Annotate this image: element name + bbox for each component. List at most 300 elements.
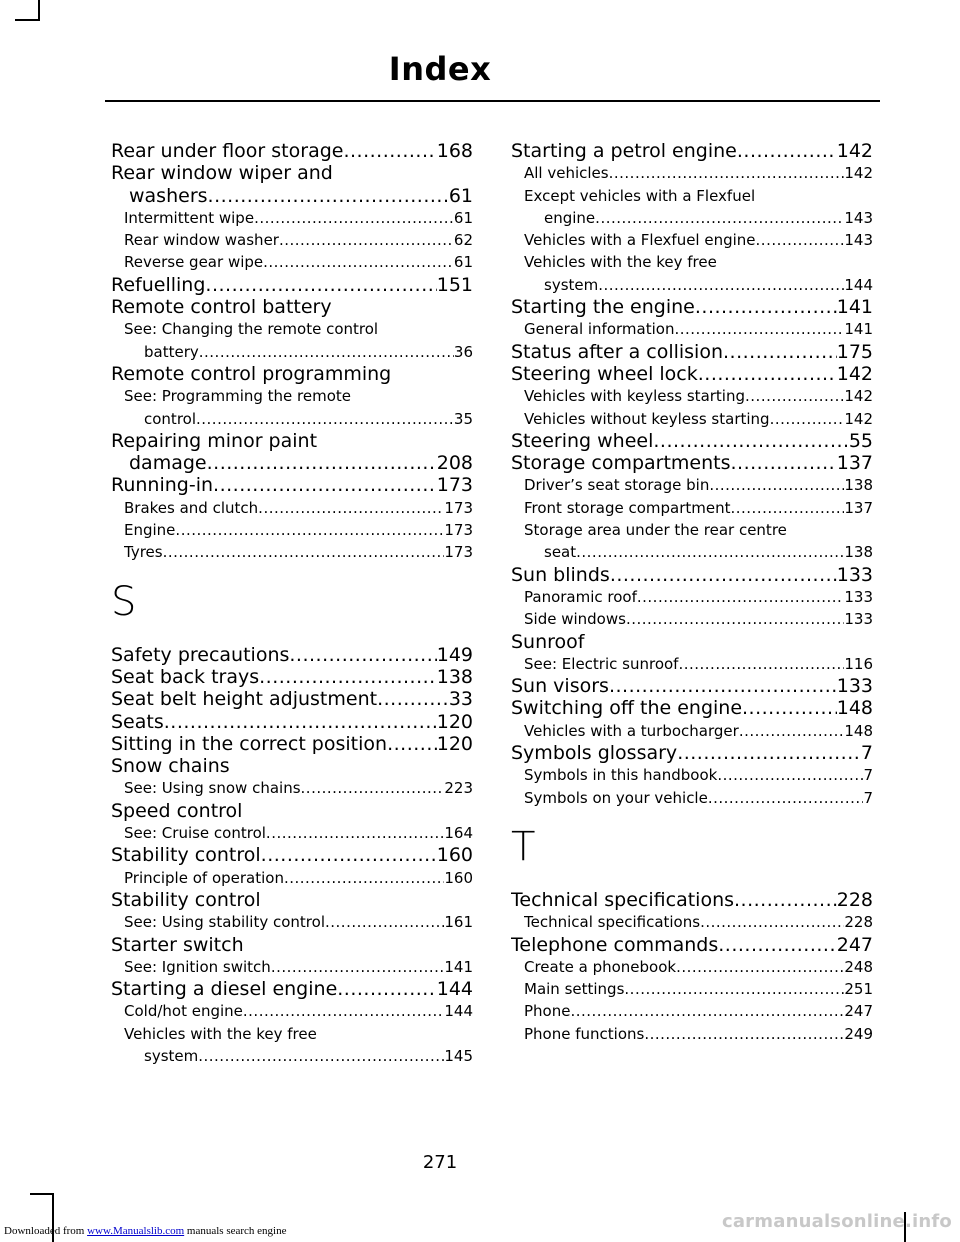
page-reference[interactable]: 168	[436, 140, 473, 162]
entry-label: Stability control	[111, 888, 261, 911]
dot-leader	[266, 822, 444, 844]
index-entry-line	[524, 1023, 873, 1045]
entry-label: Front storage compartment	[524, 498, 731, 517]
index-entry-line	[124, 956, 473, 978]
entry-label: See: Using snow chains	[124, 779, 301, 798]
index-entry-line	[111, 452, 473, 474]
entry-label: Refuelling	[111, 273, 206, 296]
footer-prefix: Downloaded from	[4, 1225, 88, 1237]
dot-leader	[717, 764, 863, 786]
dot-leader	[570, 1000, 844, 1022]
index-entry[interactable]	[511, 363, 873, 385]
page-reference[interactable]: 175	[836, 340, 873, 363]
page-reference[interactable]: 144	[444, 1002, 473, 1021]
entry-label: Symbols glossary	[511, 742, 678, 765]
index-section-letter: T	[511, 823, 536, 870]
manualslib-link[interactable]: www.Manualslib.com	[87, 1225, 185, 1237]
entry-label: Status after a collision	[511, 340, 724, 363]
page-reference[interactable]: 149	[436, 643, 473, 666]
index-subentry[interactable]	[111, 385, 473, 430]
index-subentry[interactable]	[511, 229, 873, 251]
index-subentry[interactable]	[511, 318, 873, 340]
index-subentry[interactable]	[511, 764, 873, 786]
dot-leader	[700, 911, 844, 933]
index-entry[interactable]	[511, 452, 873, 474]
index-entry-line	[111, 666, 473, 688]
index-entry[interactable]	[511, 341, 873, 363]
index-subentry[interactable]	[511, 162, 873, 184]
index-entry[interactable]	[111, 363, 473, 385]
dot-leader	[595, 207, 844, 229]
page-reference[interactable]: 133	[844, 610, 873, 629]
page-reference[interactable]: 61	[453, 253, 473, 272]
page-reference[interactable]: 138	[844, 543, 873, 562]
page-reference[interactable]: 248	[844, 957, 873, 976]
page-reference[interactable]: 228	[844, 913, 873, 932]
entry-label: Except vehicles with a Flexfuel	[524, 186, 756, 205]
page-reference[interactable]: 164	[444, 824, 473, 843]
dot-leader	[164, 711, 437, 733]
index-subentry[interactable]	[511, 978, 873, 1000]
dot-leader	[698, 363, 837, 385]
page-reference[interactable]: 61	[448, 184, 473, 207]
index-entry[interactable]	[111, 430, 473, 475]
index-entry-line	[111, 644, 473, 666]
dot-leader	[343, 140, 436, 162]
dot-leader	[676, 956, 844, 978]
page-reference[interactable]: 144	[844, 275, 873, 294]
index-entry-line	[111, 274, 473, 296]
entry-label: Vehicles with a turbocharger	[524, 721, 739, 740]
index-subentry[interactable]	[511, 1023, 873, 1045]
entry-label: Symbols in this handbook	[524, 766, 718, 785]
index-entry-line	[524, 911, 873, 933]
index-entry-line	[524, 956, 873, 978]
index-entry[interactable]	[511, 564, 873, 586]
dot-leader	[163, 541, 445, 563]
entry-label: Seat belt height adjustment	[111, 688, 378, 711]
index-entry-line	[511, 889, 873, 911]
page-number: 271	[422, 1152, 458, 1173]
index-subentry[interactable]	[111, 1023, 473, 1068]
page-reference[interactable]: 62	[453, 231, 473, 250]
index-subentry[interactable]	[111, 1000, 473, 1022]
index-entry[interactable]	[111, 978, 473, 1000]
index-subentry[interactable]	[111, 251, 473, 273]
dot-leader	[261, 844, 437, 866]
index-entry-line	[511, 564, 873, 586]
page-reference[interactable]: 251	[844, 980, 873, 999]
index-entry-line	[111, 688, 473, 710]
entry-label: system	[544, 275, 599, 294]
dot-leader	[734, 889, 837, 911]
entry-label: Reverse gear wipe	[124, 253, 264, 272]
download-footer	[4, 1225, 286, 1237]
dot-leader	[644, 1023, 844, 1045]
index-subentry[interactable]	[511, 497, 873, 519]
dot-leader	[677, 742, 861, 764]
footer-suffix: manuals search engine	[184, 1225, 287, 1237]
index-entry-line	[111, 733, 473, 755]
index-entry[interactable]	[511, 675, 873, 697]
dot-leader	[723, 341, 837, 363]
index-entry-line	[111, 140, 473, 162]
index-entry-line	[124, 341, 473, 363]
index-entry-line	[124, 229, 473, 251]
index-entry-line	[524, 229, 873, 251]
entry-label: Cold/hot engine	[124, 1002, 243, 1021]
index-subentry[interactable]	[511, 720, 873, 742]
page-reference[interactable]: 7	[863, 766, 873, 785]
index-entry-line	[511, 140, 873, 162]
dot-leader	[695, 296, 837, 318]
page-reference[interactable]: 160	[444, 868, 473, 887]
entry-label: Safety precautions	[111, 643, 290, 666]
entry-label: Steering wheel lock	[511, 362, 698, 385]
entry-label: Vehicles without keyless starting	[524, 409, 770, 428]
entry-label: Vehicles with a Flexfuel engine	[524, 231, 756, 250]
page-reference[interactable]: 36	[453, 342, 473, 361]
dot-leader	[337, 978, 436, 1000]
entry-label: Brakes and clutch	[124, 498, 259, 517]
entry-label: Running-in	[111, 474, 214, 497]
page-reference[interactable]: 116	[844, 654, 873, 673]
entry-label: Create a phonebook	[524, 957, 677, 976]
dot-leader	[576, 541, 844, 563]
index-subentry[interactable]	[511, 185, 873, 230]
index-entry-line	[124, 207, 473, 229]
index-entry-line	[511, 675, 873, 697]
entry-label: Telephone commands	[511, 933, 719, 956]
dot-leader	[739, 720, 845, 742]
index-entry-line	[124, 777, 473, 799]
page-reference[interactable]: 133	[844, 587, 873, 606]
index-entry[interactable]	[511, 934, 873, 956]
entry-label: Vehicles with keyless starting	[524, 387, 746, 406]
page-reference[interactable]: 120	[436, 732, 473, 755]
dot-leader	[653, 430, 848, 452]
index-entry[interactable]	[111, 296, 473, 318]
entry-label: Repairing minor paint	[111, 429, 318, 452]
index-entry[interactable]	[111, 274, 473, 296]
entry-label: Speed control	[111, 799, 243, 822]
dot-leader	[243, 1000, 444, 1022]
entry-label: Stability control	[111, 844, 261, 867]
entry-label: Sun visors	[511, 675, 609, 698]
entry-label: seat	[544, 543, 577, 562]
index-subentry[interactable]	[111, 911, 473, 933]
dot-leader	[258, 497, 444, 519]
entry-label: Rear under floor storage	[111, 140, 344, 162]
index-subentry[interactable]	[111, 207, 473, 229]
index-subentry[interactable]	[511, 608, 873, 630]
index-subentry[interactable]	[111, 318, 473, 363]
dot-leader	[609, 675, 837, 697]
page-reference[interactable]: 148	[844, 721, 873, 740]
dot-leader	[279, 229, 454, 251]
index-entry[interactable]	[111, 140, 473, 162]
entry-label: Seats	[111, 710, 164, 733]
dot-leader	[377, 688, 449, 710]
entry-label: General information	[524, 320, 675, 339]
index-column-left	[111, 140, 473, 1067]
entry-label: battery	[144, 342, 199, 361]
page-reference[interactable]: 143	[844, 231, 873, 250]
index-entry-line	[511, 430, 873, 452]
entry-label: All vehicles	[524, 164, 609, 183]
entry-label: Remote control battery	[111, 296, 332, 319]
index-entry-line	[111, 474, 473, 496]
entry-label: Starting a petrol engine	[511, 140, 737, 162]
dot-leader	[263, 251, 454, 273]
page-reference[interactable]: 208	[436, 452, 473, 475]
dot-leader	[626, 608, 844, 630]
dot-leader	[284, 867, 444, 889]
page-reference[interactable]: 145	[444, 1046, 473, 1065]
index-entry-line	[524, 978, 873, 1000]
entry-label: Driver’s seat storage bin	[524, 476, 710, 495]
entry-label: Storage compartments	[511, 452, 731, 475]
page-reference[interactable]: 173	[444, 498, 473, 517]
dot-leader	[674, 318, 844, 340]
entry-label: See: Electric sunroof	[524, 654, 679, 673]
entry-label: Starter switch	[111, 933, 244, 956]
page-reference[interactable]: 247	[836, 933, 873, 956]
index-subentry[interactable]	[111, 777, 473, 799]
index-subentry[interactable]	[511, 474, 873, 496]
index-subentry[interactable]	[111, 822, 473, 844]
entry-label: See: Changing the remote control	[124, 320, 379, 339]
page-reference[interactable]: 160	[436, 844, 473, 867]
dot-leader	[742, 697, 837, 719]
dot-leader	[756, 229, 845, 251]
page-reference[interactable]: 137	[836, 452, 873, 475]
page-reference[interactable]: 142	[836, 140, 873, 162]
index-entry[interactable]	[511, 140, 873, 162]
page-reference[interactable]: 247	[844, 1002, 873, 1021]
index-subentry[interactable]	[511, 251, 873, 296]
index-entry-line	[524, 541, 873, 563]
page-reference[interactable]: 228	[836, 888, 873, 911]
entry-label: Technical specifications	[511, 888, 735, 911]
page-reference[interactable]: 141	[844, 320, 873, 339]
dot-leader	[737, 140, 837, 162]
index-subentry[interactable]	[111, 497, 473, 519]
index-entry-line	[524, 162, 873, 184]
entry-label: See: Ignition switch	[124, 957, 271, 976]
index-entry[interactable]	[511, 697, 873, 719]
index-entry-line	[524, 586, 873, 608]
index-entry-line	[511, 341, 873, 363]
index-entry[interactable]	[111, 889, 473, 911]
dot-leader	[731, 452, 837, 474]
page-reference[interactable]: 35	[453, 409, 473, 428]
index-entry[interactable]	[111, 844, 473, 866]
entry-label: Side windows	[524, 610, 626, 629]
page-reference[interactable]: 173	[436, 474, 473, 497]
index-subentry[interactable]	[111, 229, 473, 251]
dot-leader	[624, 978, 844, 1000]
entry-label: Switching off the engine	[511, 697, 743, 720]
entry-label: Seat back trays	[111, 665, 260, 688]
page-reference[interactable]: 138	[844, 476, 873, 495]
index-entry-line	[111, 978, 473, 1000]
dot-leader	[709, 474, 844, 496]
index-entry-line	[524, 787, 873, 809]
page-reference[interactable]: 7	[863, 788, 873, 807]
page-reference[interactable]: 142	[844, 164, 873, 183]
dot-leader	[205, 274, 436, 296]
dot-leader	[730, 497, 844, 519]
crop-mark-top-left-horizontal	[15, 19, 40, 21]
index-entry-line	[524, 497, 873, 519]
page-reference[interactable]: 137	[844, 498, 873, 517]
page-reference[interactable]: 223	[444, 779, 473, 798]
index-entry[interactable]	[111, 934, 473, 956]
index-entry[interactable]	[511, 296, 873, 318]
dot-leader	[259, 666, 437, 688]
index-subentry[interactable]	[111, 956, 473, 978]
page-reference[interactable]: 141	[444, 957, 473, 976]
index-entry-line	[124, 911, 473, 933]
page-reference[interactable]: 33	[448, 688, 473, 711]
index-entry-line	[111, 711, 473, 733]
index-subentry[interactable]	[511, 408, 873, 430]
index-entry-line	[124, 408, 473, 430]
index-subentry[interactable]	[511, 787, 873, 809]
index-subentry[interactable]	[511, 586, 873, 608]
index-subentry[interactable]	[111, 867, 473, 889]
index-entry[interactable]	[111, 474, 473, 496]
dot-leader	[196, 408, 454, 430]
dot-leader	[254, 207, 454, 229]
index-entry[interactable]	[111, 733, 473, 755]
entry-label: Snow chains	[111, 755, 230, 778]
entry-label: Sun blinds	[511, 563, 610, 586]
index-subentry[interactable]	[511, 956, 873, 978]
index-entry-line	[511, 452, 873, 474]
dot-leader	[770, 408, 845, 430]
page-reference[interactable]: 142	[836, 362, 873, 385]
page-reference[interactable]: 141	[836, 296, 873, 319]
index-section-letter: S	[111, 578, 137, 625]
index-entry[interactable]	[111, 688, 473, 710]
page-reference[interactable]: 138	[436, 665, 473, 688]
entry-label: Remote control programming	[111, 362, 392, 385]
index-entry-line	[511, 742, 873, 764]
page-reference[interactable]: 151	[436, 273, 473, 296]
index-entry-line	[124, 1045, 473, 1067]
entry-label: Steering wheel	[511, 429, 654, 452]
crop-mark-top-left-vertical	[38, 0, 40, 21]
index-entry-line	[124, 1000, 473, 1022]
index-subentry[interactable]	[511, 653, 873, 675]
entry-label: Sunroof	[511, 630, 585, 653]
index-entry-line	[524, 408, 873, 430]
index-entry[interactable]	[511, 889, 873, 911]
page-reference[interactable]: 161	[444, 913, 473, 932]
index-entry[interactable]	[111, 666, 473, 688]
dot-leader	[598, 274, 844, 296]
entry-label: damage	[129, 452, 207, 475]
index-entry[interactable]	[111, 162, 473, 207]
index-entry[interactable]	[511, 742, 873, 764]
dot-leader	[208, 185, 449, 207]
entry-label: See: Programming the remote	[124, 387, 352, 406]
index-entry[interactable]	[111, 644, 473, 666]
page-reference[interactable]: 143	[844, 208, 873, 227]
page-reference[interactable]: 173	[444, 543, 473, 562]
entry-label: Rear window wiper and	[111, 162, 333, 185]
index-subentry[interactable]	[111, 519, 473, 541]
index-entry-line	[511, 363, 873, 385]
dot-leader	[678, 653, 844, 675]
dot-leader	[213, 474, 437, 496]
dot-leader	[289, 644, 436, 666]
page-reference[interactable]: 142	[844, 387, 873, 406]
page-reference[interactable]: 144	[436, 978, 473, 1001]
entry-label: system	[144, 1046, 199, 1065]
index-entry-line	[524, 474, 873, 496]
entry-label: Phone	[524, 1002, 571, 1021]
page-reference[interactable]: 173	[444, 521, 473, 540]
index-entry[interactable]	[111, 711, 473, 733]
entry-label: Intermittent wipe	[124, 208, 255, 227]
entry-label: Main settings	[524, 980, 625, 999]
index-entry[interactable]	[111, 800, 473, 822]
index-subentry[interactable]	[511, 385, 873, 407]
index-entry[interactable]	[111, 755, 473, 777]
index-entry[interactable]	[511, 430, 873, 452]
index-entry-line	[124, 519, 473, 541]
dot-leader	[325, 911, 444, 933]
page-reference[interactable]: 120	[436, 710, 473, 733]
index-entry-line	[524, 385, 873, 407]
page-reference[interactable]: 142	[844, 409, 873, 428]
entry-label: See: Using stability control	[124, 913, 325, 932]
entry-label: See: Cruise control	[124, 824, 266, 843]
page-reference[interactable]: 148	[836, 697, 873, 720]
dot-leader	[610, 564, 837, 586]
page-reference[interactable]: 249	[844, 1024, 873, 1043]
entry-label: Technical specifications	[524, 913, 701, 932]
index-entry-line	[511, 697, 873, 719]
dot-leader	[637, 586, 844, 608]
index-subentry[interactable]	[511, 519, 873, 564]
page-reference[interactable]: 7	[860, 742, 873, 765]
index-subentry[interactable]	[111, 541, 473, 563]
entry-label: engine	[544, 208, 596, 227]
index-subentry[interactable]	[511, 1000, 873, 1022]
index-entry-line	[124, 497, 473, 519]
page-reference[interactable]: 133	[836, 675, 873, 698]
entry-label: Storage area under the rear centre	[524, 521, 787, 540]
entry-label: Symbols on your vehicle	[524, 788, 708, 807]
index-entry-line	[124, 867, 473, 889]
index-entry-line	[511, 934, 873, 956]
index-entry-line	[524, 1000, 873, 1022]
index-entry-line	[111, 185, 473, 207]
dot-leader	[387, 733, 437, 755]
title-rule	[105, 100, 880, 102]
crop-mark-bottom-left-horizontal	[30, 1193, 54, 1195]
index-entry-line	[124, 251, 473, 273]
index-subentry[interactable]	[511, 911, 873, 933]
page-reference[interactable]: 133	[836, 563, 873, 586]
index-entry[interactable]	[511, 631, 873, 653]
page-reference[interactable]: 61	[453, 208, 473, 227]
page-reference[interactable]: 55	[848, 429, 873, 452]
